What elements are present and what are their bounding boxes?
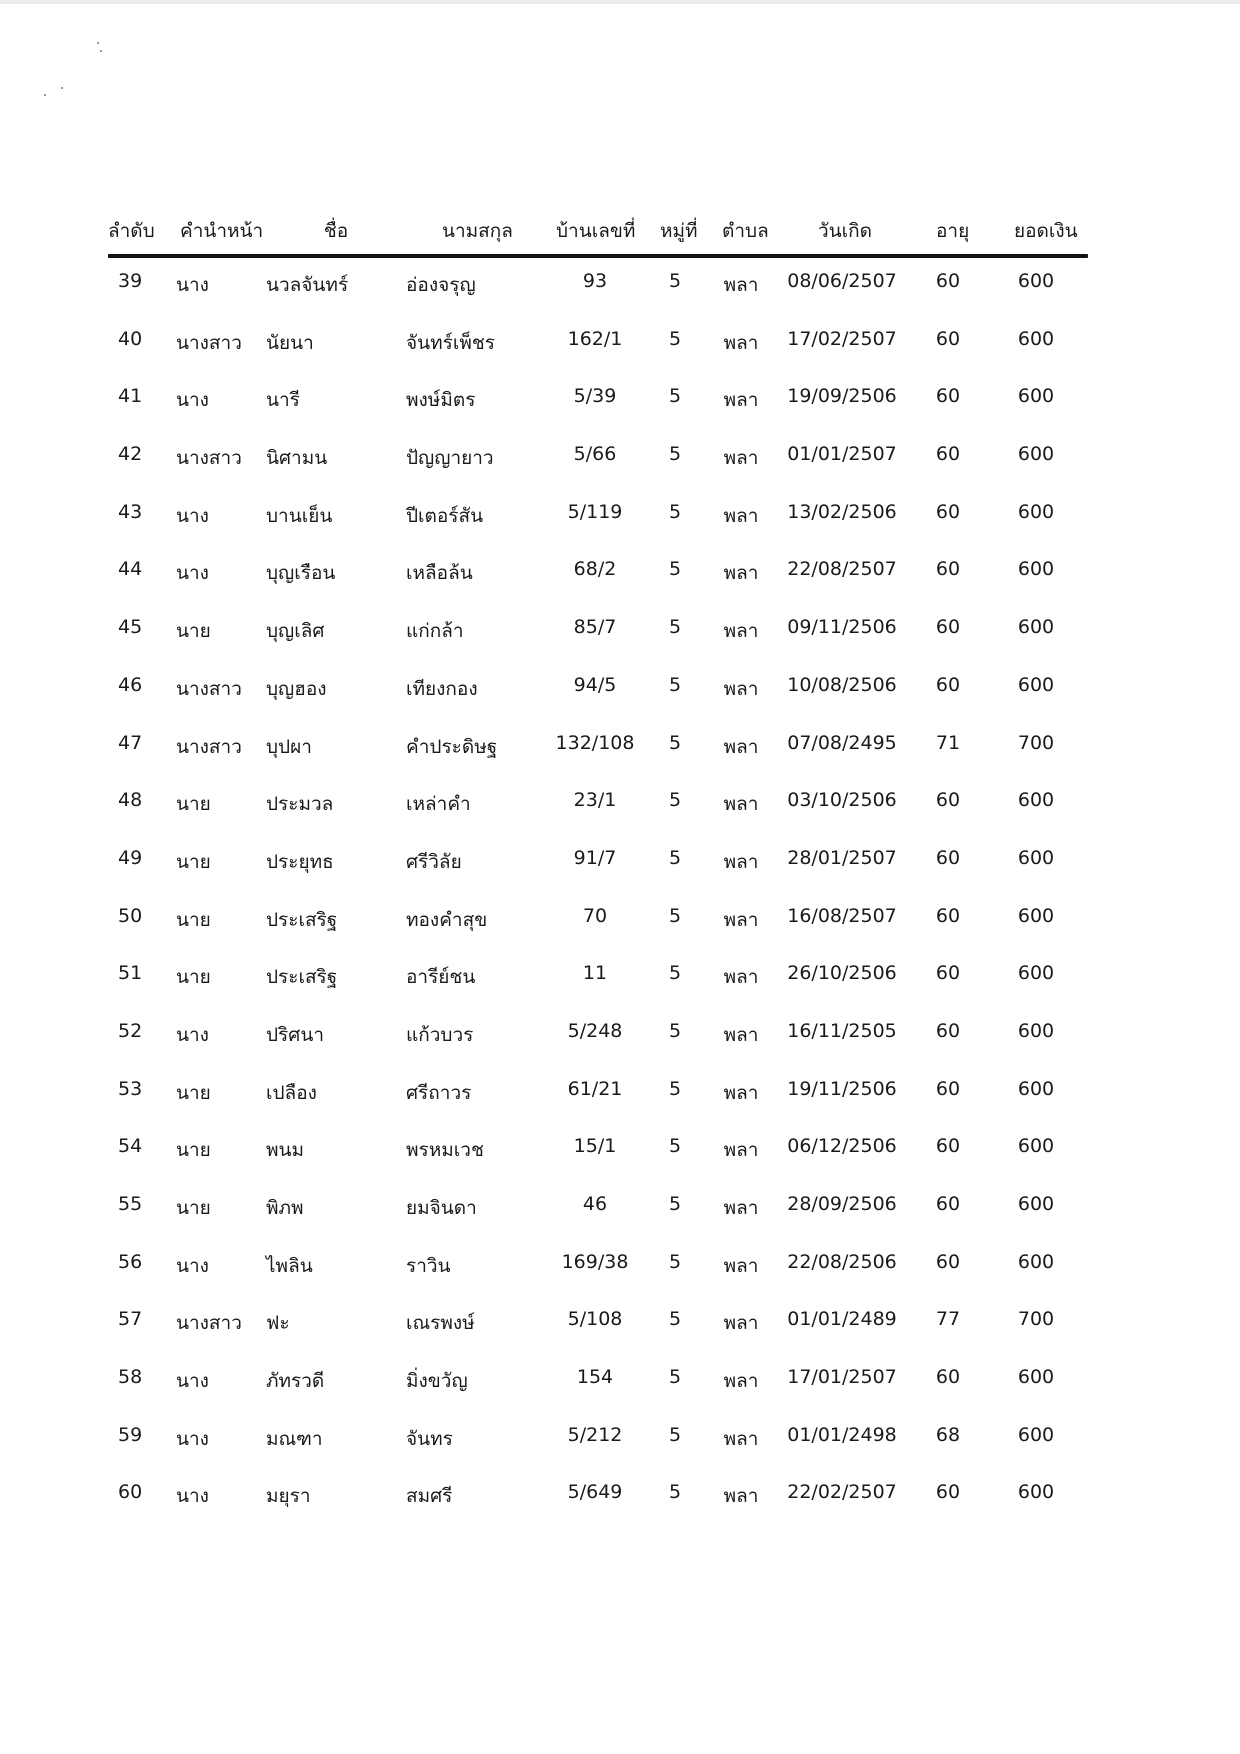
cell-prefix: นางสาว [176, 735, 242, 758]
scan-speck [44, 94, 46, 96]
cell-no: 46 [118, 673, 143, 696]
cell-prefix: นางสาว [176, 1312, 242, 1335]
cell-first-name: นัยนา [266, 331, 314, 354]
header-last-name: นามสกุล [442, 220, 513, 242]
table-row [108, 789, 1088, 847]
cell-moo: 5 [668, 1423, 682, 1446]
cell-first-name: พนม [266, 1139, 305, 1162]
cell-first-name: บุญเรือน [266, 562, 336, 585]
cell-age: 60 [935, 500, 961, 523]
cell-prefix: นาง [176, 1370, 209, 1393]
header-tambon: ตำบล [722, 220, 769, 242]
table-row [108, 616, 1088, 674]
cell-prefix: นาง [176, 504, 209, 527]
cell-last-name: เณรพงษ์ [406, 1312, 475, 1335]
cell-moo: 5 [668, 616, 682, 639]
cell-house-no: 15/1 [573, 1135, 617, 1158]
header-rule [108, 254, 1088, 258]
cell-age: 60 [935, 616, 961, 639]
cell-last-name: คำประดิษฐ [406, 735, 498, 758]
cell-house-no: 94/5 [573, 673, 617, 696]
cell-no: 54 [118, 1135, 143, 1158]
cell-no: 52 [118, 1019, 143, 1042]
cell-birth-date: 28/09/2506 [787, 1193, 897, 1215]
cell-tambon: พลา [723, 908, 759, 931]
table-row [108, 385, 1088, 443]
cell-moo: 5 [668, 500, 682, 523]
cell-last-name: สมศรี [406, 1485, 453, 1508]
header-birth-date: วันเกิด [818, 220, 872, 242]
cell-prefix: นาย [176, 793, 211, 816]
cell-amount: 600 [1017, 385, 1055, 408]
table-body [108, 270, 1088, 1539]
scan-speck [100, 50, 102, 52]
cell-first-name: บุปผา [266, 735, 312, 758]
cell-age: 60 [935, 558, 961, 581]
cell-birth-date: 09/11/2506 [787, 616, 897, 639]
cell-no: 47 [118, 731, 143, 754]
cell-age: 60 [935, 1019, 961, 1042]
cell-moo: 5 [668, 1135, 682, 1158]
cell-no: 49 [118, 846, 143, 869]
cell-house-no: 132/108 [555, 731, 635, 754]
cell-house-no: 5/66 [573, 443, 617, 466]
cell-house-no: 169/38 [561, 1250, 629, 1273]
cell-moo: 5 [668, 962, 682, 985]
cell-tambon: พลา [723, 447, 759, 470]
cell-tambon: พลา [723, 1427, 759, 1450]
table-row [108, 443, 1088, 501]
cell-age: 60 [935, 1077, 961, 1100]
cell-birth-date: 01/01/2489 [787, 1308, 897, 1331]
cell-age: 60 [935, 385, 961, 408]
cell-prefix: นาง [176, 1427, 209, 1450]
cell-age: 60 [935, 904, 961, 927]
cell-no: 53 [118, 1077, 143, 1100]
cell-no: 41 [118, 385, 143, 408]
header-moo: หมู่ที่ [660, 220, 698, 242]
cell-moo: 5 [668, 846, 682, 869]
cell-tambon: พลา [723, 966, 759, 989]
cell-tambon: พลา [723, 389, 759, 412]
table-row [108, 674, 1088, 732]
cell-moo: 5 [668, 1481, 682, 1504]
cell-tambon: พลา [723, 1485, 759, 1508]
cell-prefix: นางสาว [176, 331, 242, 354]
cell-no: 45 [118, 616, 143, 639]
cell-tambon: พลา [723, 1081, 759, 1104]
header-amount: ยอดเงิน [1014, 220, 1078, 242]
cell-first-name: ภัทรวดี [266, 1370, 325, 1393]
cell-birth-date: 26/10/2506 [787, 962, 897, 985]
table-row [108, 1251, 1088, 1309]
cell-prefix: นาย [176, 1081, 211, 1104]
cell-last-name: แก้วบวร [406, 1023, 474, 1046]
cell-first-name: บุญเลิศ [266, 620, 325, 643]
cell-birth-date: 16/08/2507 [787, 904, 897, 927]
cell-birth-date: 01/01/2498 [787, 1423, 897, 1446]
header-first-name: ชื่อ [323, 220, 349, 242]
cell-last-name: ศรีวิลัย [406, 850, 462, 873]
cell-no: 43 [118, 500, 143, 523]
cell-no: 42 [118, 443, 143, 466]
cell-age: 60 [935, 1481, 961, 1504]
cell-prefix: นาย [176, 966, 211, 989]
cell-first-name: ประมวล [266, 793, 334, 816]
scan-speck [61, 87, 63, 89]
cell-first-name: บุญฮอง [266, 677, 327, 700]
cell-amount: 600 [1017, 846, 1055, 869]
scan-speck [97, 42, 99, 44]
cell-last-name: ราวิน [406, 1254, 451, 1277]
table-row [108, 1135, 1088, 1193]
cell-birth-date: 01/01/2507 [787, 443, 897, 466]
cell-amount: 600 [1017, 327, 1055, 350]
cell-tambon: พลา [723, 850, 759, 873]
table-row [108, 962, 1088, 1020]
cell-last-name: จันทร์เพ็ชร [406, 331, 495, 354]
cell-prefix: นาย [176, 1139, 211, 1162]
cell-age: 60 [935, 1366, 961, 1389]
table-row [108, 732, 1088, 790]
cell-birth-date: 17/02/2507 [787, 327, 897, 350]
cell-amount: 600 [1017, 558, 1055, 581]
cell-first-name: เปลือง [266, 1081, 317, 1104]
cell-house-no: 23/1 [573, 789, 617, 812]
cell-no: 50 [118, 904, 143, 927]
cell-moo: 5 [668, 1019, 682, 1042]
cell-first-name: มยุรา [266, 1485, 311, 1508]
cell-amount: 600 [1017, 673, 1055, 696]
scan-edge [0, 0, 1240, 4]
cell-prefix: นาง [176, 1485, 209, 1508]
cell-birth-date: 19/09/2506 [787, 385, 897, 408]
cell-first-name: ปริศนา [266, 1023, 324, 1046]
cell-age: 60 [935, 1135, 961, 1158]
cell-first-name: ฟะ [266, 1312, 290, 1335]
cell-age: 60 [935, 789, 961, 812]
cell-house-no: 85/7 [573, 616, 617, 639]
cell-prefix: นางสาว [176, 447, 242, 470]
cell-amount: 700 [1017, 1308, 1055, 1331]
cell-house-no: 5/649 [567, 1481, 623, 1504]
cell-moo: 5 [668, 385, 682, 408]
cell-last-name: ยมจินดา [406, 1197, 477, 1219]
cell-moo: 5 [668, 731, 682, 754]
cell-amount: 600 [1017, 1019, 1055, 1042]
cell-last-name: แก่กล้า [406, 620, 464, 643]
cell-first-name: มณฑา [266, 1427, 323, 1450]
cell-moo: 5 [668, 673, 682, 696]
table-row [108, 328, 1088, 386]
cell-tambon: พลา [723, 1197, 759, 1219]
table-row [108, 1366, 1088, 1424]
cell-amount: 600 [1017, 962, 1055, 985]
cell-last-name: พงษ์มิตร [406, 389, 476, 412]
cell-last-name: ปัญญายาว [406, 447, 494, 470]
cell-amount: 600 [1017, 1077, 1055, 1100]
cell-tambon: พลา [723, 1023, 759, 1046]
cell-age: 60 [935, 846, 961, 869]
cell-first-name: นิศามน [266, 447, 328, 470]
cell-tambon: พลา [723, 504, 759, 527]
cell-age: 60 [935, 962, 961, 985]
cell-last-name: มิ่งขวัญ [406, 1370, 468, 1393]
cell-house-no: 70 [582, 904, 608, 927]
cell-last-name: พรหมเวช [406, 1139, 484, 1162]
cell-moo: 5 [668, 789, 682, 812]
cell-birth-date: 22/08/2506 [787, 1250, 897, 1273]
cell-amount: 600 [1017, 500, 1055, 523]
cell-amount: 600 [1017, 443, 1055, 466]
cell-no: 44 [118, 558, 143, 581]
cell-birth-date: 13/02/2506 [787, 500, 897, 523]
cell-amount: 600 [1017, 789, 1055, 812]
cell-tambon: พลา [723, 620, 759, 643]
cell-first-name: ประเสริฐ [266, 908, 338, 931]
cell-birth-date: 16/11/2505 [787, 1019, 897, 1042]
cell-birth-date: 19/11/2506 [787, 1077, 897, 1100]
cell-amount: 700 [1017, 731, 1055, 754]
cell-tambon: พลา [723, 1312, 759, 1335]
cell-no: 51 [118, 962, 143, 985]
cell-moo: 5 [668, 327, 682, 350]
header-no: ลำดับ [108, 220, 155, 242]
cell-age: 60 [935, 443, 961, 466]
cell-tambon: พลา [723, 1254, 759, 1277]
cell-house-no: 5/212 [567, 1423, 623, 1446]
cell-last-name: เหล่าคำ [406, 793, 471, 816]
cell-tambon: พลา [723, 274, 759, 296]
cell-birth-date: 07/08/2495 [787, 731, 897, 754]
cell-first-name: ประเสริฐ [266, 966, 338, 989]
cell-moo: 5 [668, 270, 682, 292]
cell-amount: 600 [1017, 1423, 1055, 1446]
cell-tambon: พลา [723, 562, 759, 585]
cell-age: 68 [935, 1423, 961, 1446]
cell-first-name: ไพลิน [266, 1254, 313, 1277]
cell-amount: 600 [1017, 1193, 1055, 1215]
cell-last-name: จันทร [406, 1427, 453, 1450]
cell-first-name: บานเย็น [266, 504, 333, 527]
cell-prefix: นาง [176, 274, 209, 296]
cell-last-name: ทองคำสุข [406, 908, 488, 931]
cell-age: 60 [935, 673, 961, 696]
table-row [108, 1308, 1088, 1366]
cell-first-name: นารี [266, 389, 300, 412]
header-house-no: บ้านเลขที่ [556, 220, 636, 242]
table-row [108, 1078, 1088, 1136]
table-row [108, 1193, 1088, 1251]
cell-tambon: พลา [723, 1139, 759, 1162]
beneficiary-table [108, 210, 1088, 1508]
cell-amount: 600 [1017, 1250, 1055, 1273]
header-age: อายุ [936, 220, 970, 242]
cell-birth-date: 08/06/2507 [787, 270, 897, 292]
cell-prefix: นาง [176, 1254, 209, 1277]
cell-age: 60 [935, 1193, 961, 1215]
cell-prefix: นาง [176, 389, 209, 412]
cell-tambon: พลา [723, 1370, 759, 1393]
cell-house-no: 93 [582, 270, 608, 292]
cell-first-name: พิภพ [266, 1197, 304, 1219]
cell-house-no: 162/1 [567, 327, 623, 350]
cell-house-no: 91/7 [573, 846, 617, 869]
cell-moo: 5 [668, 904, 682, 927]
cell-first-name: นวลจันทร์ [266, 274, 349, 296]
cell-age: 60 [935, 327, 961, 350]
cell-moo: 5 [668, 443, 682, 466]
cell-moo: 5 [668, 1193, 682, 1215]
table-row [108, 905, 1088, 963]
cell-tambon: พลา [723, 331, 759, 354]
table-header [108, 210, 1088, 254]
cell-no: 60 [118, 1481, 143, 1504]
cell-prefix: นาง [176, 562, 209, 585]
cell-birth-date: 06/12/2506 [787, 1135, 897, 1158]
table-row [108, 847, 1088, 905]
cell-last-name: อารีย์ชน [406, 966, 476, 989]
table-row [108, 501, 1088, 559]
cell-birth-date: 22/08/2507 [787, 558, 897, 581]
cell-first-name: ประยุทธ [266, 850, 334, 873]
cell-house-no: 61/21 [567, 1077, 623, 1100]
cell-last-name: เทียงกอง [406, 677, 478, 700]
cell-tambon: พลา [723, 677, 759, 700]
cell-house-no: 5/248 [567, 1019, 623, 1042]
cell-tambon: พลา [723, 793, 759, 816]
cell-moo: 5 [668, 1077, 682, 1100]
cell-no: 55 [118, 1193, 143, 1215]
cell-no: 40 [118, 327, 143, 350]
cell-birth-date: 28/01/2507 [787, 846, 897, 869]
cell-age: 60 [935, 1250, 961, 1273]
cell-prefix: นาง [176, 1023, 209, 1046]
cell-birth-date: 17/01/2507 [787, 1366, 897, 1389]
cell-age: 77 [935, 1308, 961, 1331]
cell-no: 57 [118, 1308, 143, 1331]
cell-no: 39 [118, 270, 143, 292]
cell-house-no: 11 [582, 962, 608, 985]
cell-last-name: อ่องจรุญ [406, 274, 476, 296]
cell-birth-date: 03/10/2506 [787, 789, 897, 812]
header-prefix: คำนำหน้า [180, 220, 264, 242]
table-row [108, 1424, 1088, 1482]
cell-birth-date: 22/02/2507 [787, 1481, 897, 1504]
table-row [108, 558, 1088, 616]
cell-prefix: นาย [176, 850, 211, 873]
cell-prefix: นาย [176, 1197, 211, 1219]
cell-age: 71 [935, 731, 961, 754]
cell-amount: 600 [1017, 616, 1055, 639]
cell-no: 48 [118, 789, 143, 812]
cell-last-name: ปีเตอร์สัน [406, 504, 484, 527]
cell-last-name: เหลือล้น [406, 562, 473, 585]
cell-no: 58 [118, 1366, 143, 1389]
cell-prefix: นางสาว [176, 677, 242, 700]
cell-moo: 5 [668, 1250, 682, 1273]
cell-birth-date: 10/08/2506 [787, 673, 897, 696]
cell-house-no: 5/119 [567, 500, 623, 523]
cell-amount: 600 [1017, 270, 1055, 292]
cell-house-no: 46 [582, 1193, 608, 1215]
cell-moo: 5 [668, 558, 682, 581]
cell-no: 56 [118, 1250, 143, 1273]
cell-moo: 5 [668, 1308, 682, 1331]
cell-house-no: 5/39 [573, 385, 617, 408]
cell-amount: 600 [1017, 1135, 1055, 1158]
cell-moo: 5 [668, 1366, 682, 1389]
table-row [108, 1481, 1088, 1539]
table-row [108, 270, 1088, 328]
cell-tambon: พลา [723, 735, 759, 758]
cell-amount: 600 [1017, 1366, 1055, 1389]
cell-last-name: ศรีถาวร [406, 1081, 472, 1104]
cell-no: 59 [118, 1423, 143, 1446]
table-row [108, 1020, 1088, 1078]
cell-prefix: นาย [176, 620, 211, 643]
cell-amount: 600 [1017, 904, 1055, 927]
cell-prefix: นาย [176, 908, 211, 931]
cell-house-no: 154 [576, 1366, 614, 1389]
cell-amount: 600 [1017, 1481, 1055, 1504]
cell-age: 60 [935, 270, 961, 292]
cell-house-no: 5/108 [567, 1308, 623, 1331]
cell-house-no: 68/2 [573, 558, 617, 581]
